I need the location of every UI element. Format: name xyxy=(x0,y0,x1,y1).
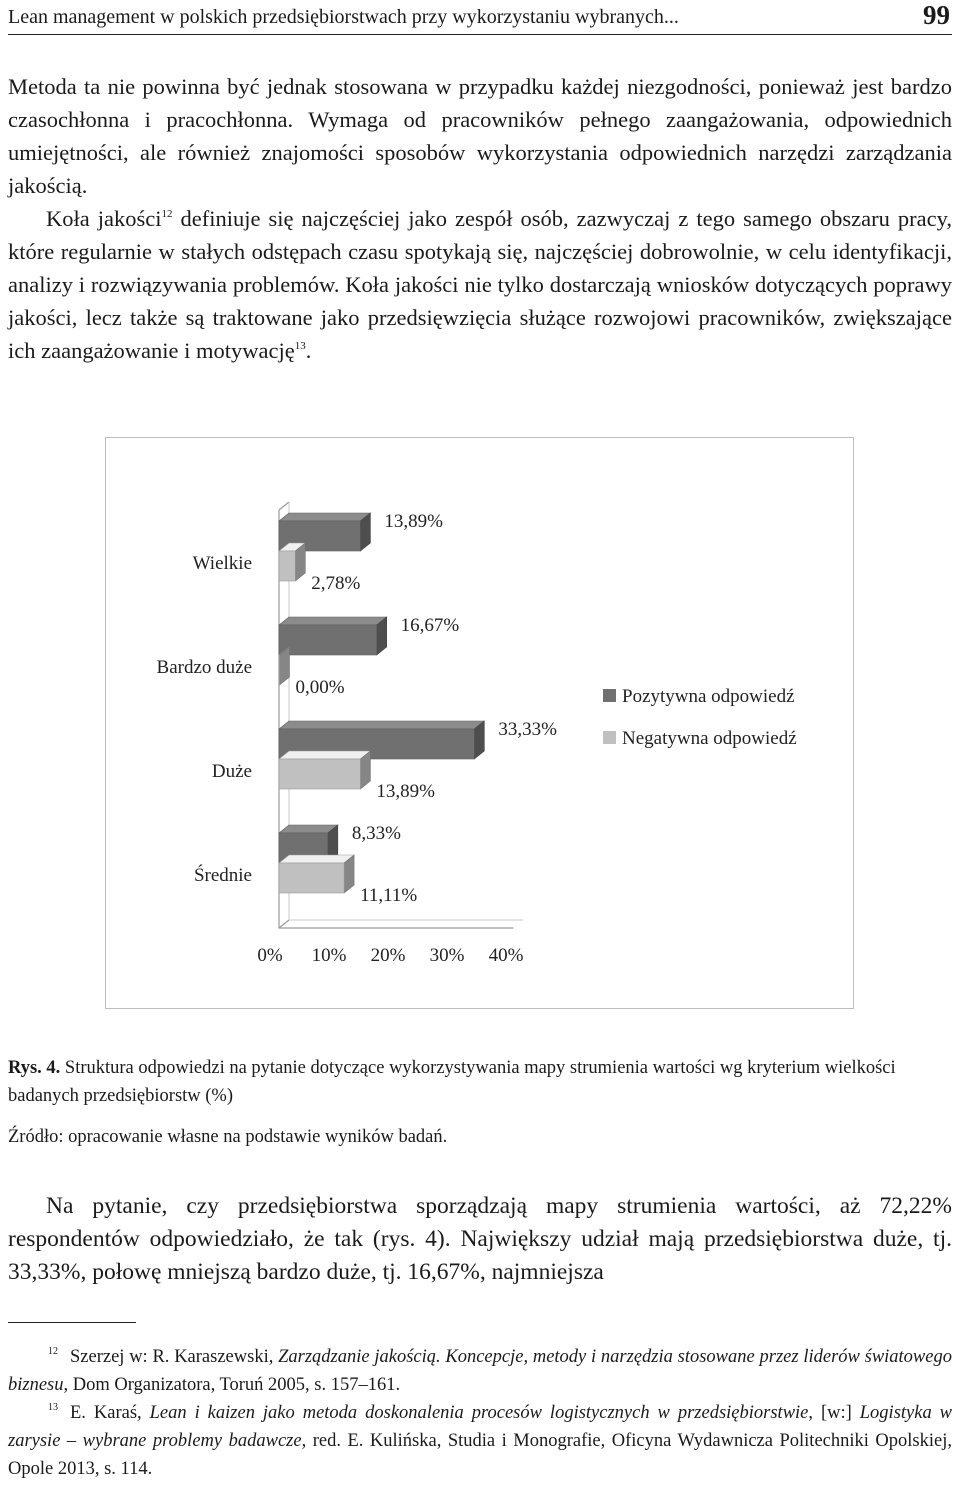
legend-swatch xyxy=(603,689,616,702)
body-text-top xyxy=(8,70,952,367)
axis-floor-edge xyxy=(279,920,289,928)
footnotes xyxy=(8,1343,952,1483)
bar-chart xyxy=(106,438,853,1008)
paragraph-2-end: . xyxy=(305,338,312,363)
paragraph-2-body: definiuje się najczęściej jako zespół osób, zazwyczaj z tego samego obszaru pracy, które regularnie w stałych odstępach czasu spotykają się, najczęściej dobrowolnie, w celu identyfikacji, analizy i rozwiązywania problemów. Koła jakości nie tylko dostarczają wniosków dotyczących poprawy jakości, lecz także są traktowane jako przedsięwzięcia służące rozwojowi pracowników, zwiększające ich zaangażowanie i motywację xyxy=(8,206,953,363)
x-tick-label: 40% xyxy=(488,945,524,966)
legend-swatch xyxy=(603,731,616,744)
page-number: 99 xyxy=(923,0,950,30)
paragraph-2-lead: Koła jakości xyxy=(46,206,162,231)
caption-label: Rys. 4. xyxy=(8,1058,61,1078)
category-label: Duże xyxy=(211,761,252,782)
running-title: Lean management w polskich przedsiębiorstwach przy wykorzystaniu wybranych... xyxy=(8,6,679,28)
footnote-12-text-b: , Dom Organizatora, Toruń 2005, s. 157–161. xyxy=(63,1375,401,1395)
legend-label: Negatywna odpowiedź xyxy=(622,728,797,749)
data-label-negative: 11,11% xyxy=(360,885,418,906)
x-tick-label: 10% xyxy=(311,945,347,966)
x-tick-label: 0% xyxy=(257,945,283,966)
x-tick-label: 30% xyxy=(429,945,465,966)
caption-text: Struktura odpowiedzi na pytanie dotyczące wykorzystywania mapy strumienia wartości wg kryterium wielkości badanych przedsiębiorstw (%) xyxy=(8,1058,896,1106)
legend-label: Pozytywna odpowiedź xyxy=(622,686,795,707)
bar-positive xyxy=(279,617,387,655)
data-label-positive: 33,33% xyxy=(498,719,557,740)
figure-caption xyxy=(8,1054,952,1110)
data-label-negative: 2,78% xyxy=(311,573,361,594)
data-label-positive: 13,89% xyxy=(384,511,443,532)
data-label-positive: 16,67% xyxy=(400,615,460,636)
paragraph-3: Na pytanie, czy przedsiębiorstwa sporządzają mapy strumienia wartości, aż 72,22% respondentów odpowiedziało, że tak (rys. 4). Największy udział mają przedsiębiorstwa duże, tj. 33,33%, połowę mniejszą bardzo duże, tj. 16,67%, najmniejsza xyxy=(8,1193,952,1285)
figure-chart xyxy=(105,437,854,1009)
footnote-12-number: 12 xyxy=(48,1346,58,1357)
data-label-positive: 8,33% xyxy=(351,823,401,844)
footnote-13-text-b: , [w:] xyxy=(808,1403,860,1423)
bar-negative xyxy=(279,543,305,581)
axis-back-edge xyxy=(279,502,289,510)
footnote-12 xyxy=(8,1343,952,1399)
footnote-13-number: 13 xyxy=(48,1402,58,1413)
data-label-negative: 13,89% xyxy=(376,781,435,802)
category-label: Bardzo duże xyxy=(156,657,252,678)
footnote-12-title: Zarządzanie jakością. Koncepcje, metody i narzędzia stosowane przez liderów światowego biznesu xyxy=(8,1347,952,1395)
footnote-ref-12: 12 xyxy=(161,208,173,220)
running-header xyxy=(8,0,952,35)
footnote-13-text-a: E. Karaś, xyxy=(70,1403,150,1423)
footnote-13-text-c: , red. E. Kulińska, Studia i Monografie, Oficyna Wydawnicza Politechniki Opolskiej, Opole 2013, s. 114. xyxy=(8,1431,952,1479)
category-label: Średnie xyxy=(193,865,252,886)
footnote-13-book: Logistyka w zarysie – wybrane problemy badawcze xyxy=(8,1403,953,1451)
data-label-negative: 0,00% xyxy=(295,677,345,698)
bar-negative xyxy=(279,751,370,789)
paragraph-1: Metoda ta nie powinna być jednak stosowana w przypadku każdej niezgodności, ponieważ jest bardzo czasochłonna i pracochłonna. Wymaga od pracowników pełnego zaangażowania, odpowiednich umiejętności, ale również znajomości sposobów wykorzystania odpowiednich narzędzi zarządzania jakością. xyxy=(8,74,952,198)
x-tick-label: 20% xyxy=(370,945,406,966)
category-label: Wielkie xyxy=(192,553,252,574)
footnote-13-title: Lean i kaizen jako metoda doskonalenia procesów logistycznych w przedsiębiorstwie xyxy=(149,1403,809,1423)
footnote-ref-13: 13 xyxy=(294,340,306,352)
footnote-12-text-a: Szerzej w: R. Karaszewski, xyxy=(70,1347,279,1367)
paragraph-2 xyxy=(8,202,952,367)
footnote-rule xyxy=(8,1322,136,1323)
figure-source: Źródło: opracowanie własne na podstawie wyników badań. xyxy=(8,1127,448,1147)
footnote-13 xyxy=(8,1399,952,1483)
body-text-bottom xyxy=(8,1190,952,1289)
bar-negative xyxy=(279,855,354,893)
